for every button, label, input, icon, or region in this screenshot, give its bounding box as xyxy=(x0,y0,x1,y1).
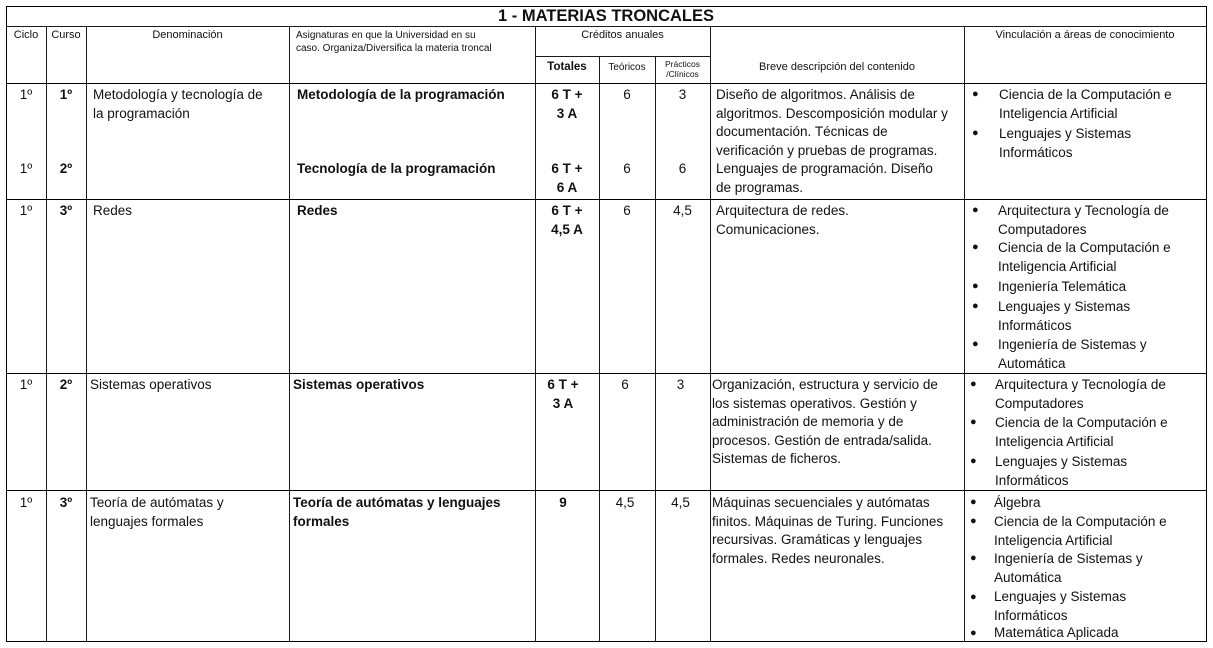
row-5-area-2-line-2: Inteligencia Artificial xyxy=(994,532,1113,548)
header-descripcion: Breve descripción del contenido xyxy=(759,61,915,73)
header-teoricos: Teóricos xyxy=(608,62,646,73)
row-4-area-3 xyxy=(995,453,1127,490)
header-curso: Curso xyxy=(51,29,81,41)
row-2-totales-line-1: 6 T + xyxy=(551,161,583,176)
row-2-practicos: 6 xyxy=(678,161,687,176)
row-1-area-1-line-2: Inteligencia Artificial xyxy=(999,105,1118,121)
rule-header-bottom xyxy=(6,83,1207,84)
bullet-icon: ● xyxy=(970,552,977,564)
row-4-totales-line-2: 3 A xyxy=(552,395,574,411)
bullet-icon: ● xyxy=(970,455,977,467)
row-1-descripcion-line-3: documentación. Técnicas de xyxy=(716,124,888,139)
row-4-area-2 xyxy=(995,414,1168,451)
row-5-asignatura xyxy=(293,494,501,531)
row-3-area-1-line-1: Arquitectura y Tecnología de xyxy=(998,203,1169,218)
rule-row-so xyxy=(6,373,1207,374)
row-2-curso: 2º xyxy=(59,161,73,176)
row-1-area-2 xyxy=(999,125,1131,162)
row-4-teoricos: 6 xyxy=(621,377,629,392)
col-rule-9 xyxy=(1206,6,1207,642)
row-5-descripcion-line-3: recursivas. Gramáticas y lenguajes xyxy=(712,532,923,547)
header-asignaturas xyxy=(296,29,529,55)
row-4-descripcion-line-1: Organización, estructura y servicio de xyxy=(712,377,938,392)
bullet-icon: ● xyxy=(972,127,979,139)
row-4-practicos: 3 xyxy=(676,377,685,392)
row-3-practicos: 4,5 xyxy=(673,203,692,218)
row-5-practicos: 4,5 xyxy=(671,495,690,510)
row-4-descripcion-line-4: procesos. Gestión de entrada/salida. xyxy=(712,432,932,448)
row-1-area-1-line-1: Ciencia de la Computación e xyxy=(999,87,1172,102)
row-5-curso: 3º xyxy=(59,495,73,510)
row-3-area-1-line-2: Computadores xyxy=(998,221,1087,237)
row-5-area-2-line-1: Ciencia de la Computación e xyxy=(994,514,1167,529)
row-1-descripcion xyxy=(716,86,948,160)
header-vinculacion: Vinculación a áreas de conocimiento xyxy=(995,29,1175,41)
col-rule-3 xyxy=(289,26,290,642)
row-4-area-3-line-1: Lenguajes y Sistemas xyxy=(995,454,1128,469)
row-4-ciclo: 1º xyxy=(19,377,33,392)
header-asignaturas-line-2: caso. Organiza/Diversifica la materia troncal xyxy=(296,43,492,54)
row-4-totales-line-1: 6 T + xyxy=(547,377,579,392)
row-3-descripcion-line-2: Comunicaciones. xyxy=(716,221,820,237)
bullet-icon: ● xyxy=(972,88,979,100)
row-4-area-1-line-1: Arquitectura y Tecnología de xyxy=(995,377,1166,392)
bullet-icon: ● xyxy=(970,416,977,428)
row-2-teoricos: 6 xyxy=(623,161,631,176)
row-5-descripcion xyxy=(712,494,943,568)
bullet-icon: ● xyxy=(972,280,979,292)
row-4-descripcion-line-5: Sistemas de ficheros. xyxy=(712,451,842,466)
row-3-area-2 xyxy=(998,239,1171,276)
row-1-totales xyxy=(535,86,599,123)
row-4-area-2-line-1: Ciencia de la Computación e xyxy=(995,415,1168,430)
row-5-asignatura-line-2: formales xyxy=(293,513,350,529)
row-2-totales-line-2: 6 A xyxy=(556,179,578,195)
row-4-denominacion: Sistemas operativos xyxy=(90,377,212,392)
row-5-area-2 xyxy=(994,513,1167,550)
row-3-area-5 xyxy=(998,336,1147,373)
rule-title-bottom xyxy=(6,26,1207,27)
bullet-icon: ● xyxy=(970,591,977,603)
bullet-icon: ● xyxy=(972,241,979,253)
row-4-descripcion xyxy=(712,376,938,469)
row-4-area-3-line-2: Informáticos xyxy=(995,472,1069,488)
row-1-descripcion-line-2: algoritmos. Descomposición modular y xyxy=(716,105,948,121)
bullet-icon: ● xyxy=(970,515,977,527)
header-asignaturas-line-1 xyxy=(296,29,529,42)
row-4-curso: 2º xyxy=(59,377,73,392)
row-3-curso: 3º xyxy=(59,203,73,218)
row-5-area-5: Matemática Aplicada xyxy=(994,625,1119,640)
rule-row-automatas xyxy=(6,490,1207,491)
row-3-descripcion-line-1: Arquitectura de redes. xyxy=(716,203,849,218)
header-ciclo: Ciclo xyxy=(13,29,39,41)
col-rule-1 xyxy=(46,26,47,642)
row-5-area-4-line-2: Informáticos xyxy=(994,607,1068,623)
row-1-totales-line-1: 6 T + xyxy=(551,87,583,102)
row-5-descripcion-line-4: formales. Redes neuronales. xyxy=(712,550,885,566)
row-2-descripcion xyxy=(716,160,933,197)
col-rule-5 xyxy=(599,56,600,642)
row-5-ciclo: 1º xyxy=(19,495,33,510)
row-1-denominacion xyxy=(93,86,263,123)
row-3-area-2-line-1: Ciencia de la Computación e xyxy=(998,240,1171,255)
row-4-area-2-line-2: Inteligencia Artificial xyxy=(995,433,1114,449)
row-5-area-1: Álgebra xyxy=(994,495,1041,510)
row-3-area-5-line-2: Automática xyxy=(998,355,1066,371)
row-1-denominacion-line-1: Metodología y tecnología de xyxy=(93,87,263,102)
row-3-totales-line-1: 6 T + xyxy=(551,203,583,218)
row-1-totales-line-2: 3 A xyxy=(556,105,578,121)
row-1-area-2-line-1: Lenguajes y Sistemas xyxy=(999,126,1132,141)
header-denominacion: Denominación xyxy=(152,29,223,41)
row-3-area-4 xyxy=(998,298,1130,335)
bullet-icon: ● xyxy=(972,300,979,312)
bullet-icon: ● xyxy=(970,627,977,639)
row-3-ciclo: 1º xyxy=(19,203,33,218)
row-1-area-1 xyxy=(999,86,1172,123)
bullet-icon: ● xyxy=(972,338,979,350)
row-1-asignatura: Metodología de la programación xyxy=(297,87,505,102)
col-rule-2 xyxy=(86,26,87,642)
col-rule-7 xyxy=(710,26,711,642)
row-3-descripcion xyxy=(716,202,849,239)
row-3-totales xyxy=(535,202,599,239)
row-4-area-1 xyxy=(995,376,1166,413)
row-4-descripcion-line-3: administración de memoria y de xyxy=(712,414,904,429)
row-5-area-4-line-1: Lenguajes y Sistemas xyxy=(994,589,1127,604)
row-3-area-4-line-1: Lenguajes y Sistemas xyxy=(998,299,1131,314)
row-4-area-1-line-2: Computadores xyxy=(995,395,1084,411)
row-1-area-2-line-2: Informáticos xyxy=(999,144,1073,160)
row-5-area-3 xyxy=(994,550,1143,587)
row-1-curso: 1º xyxy=(59,87,73,102)
row-5-area-3-line-1: Ingeniería de Sistemas y xyxy=(994,551,1143,566)
row-1-descripcion-line-4: verificación y pruebas de programas. xyxy=(716,142,938,158)
header-practicos-line-2: /Clínicos xyxy=(666,69,699,79)
row-2-totales xyxy=(535,160,599,197)
row-3-area-2-line-2: Inteligencia Artificial xyxy=(998,258,1117,274)
row-5-denominacion-line-2: lenguajes formales xyxy=(90,513,204,529)
row-1-denominacion-line-2: la programación xyxy=(93,105,190,121)
rule-row-redes xyxy=(6,199,1207,200)
row-5-denominacion xyxy=(90,494,224,531)
row-5-denominacion-line-1: Teoría de autómatas y xyxy=(90,495,224,510)
col-rule-6 xyxy=(655,56,656,642)
row-5-totales: 9 xyxy=(559,495,567,510)
row-3-area-4-line-2: Informáticos xyxy=(998,317,1072,333)
row-1-practicos: 3 xyxy=(678,87,687,102)
row-3-teoricos: 6 xyxy=(623,203,631,218)
rule-creditos-sub xyxy=(535,56,710,57)
row-5-asignatura-line-1: Teoría de autómatas y lenguajes xyxy=(293,495,501,510)
row-3-denominacion: Redes xyxy=(93,203,133,218)
row-1-ciclo: 1º xyxy=(19,87,33,102)
row-5-area-4 xyxy=(994,588,1126,625)
row-1-descripcion-line-1: Diseño de algoritmos. Análisis de xyxy=(716,87,915,102)
row-4-asignatura: Sistemas operativos xyxy=(293,377,425,392)
row-3-totales-line-2: 4,5 A xyxy=(551,221,583,237)
row-5-descripcion-line-1: Máquinas secuenciales y autómatas xyxy=(712,495,930,510)
row-5-teoricos: 4,5 xyxy=(615,495,635,510)
bullet-icon: ● xyxy=(972,204,979,216)
row-3-area-5-line-1: Ingeniería de Sistemas y xyxy=(998,337,1147,352)
row-3-area-1 xyxy=(998,202,1169,239)
header-creditos: Créditos anuales xyxy=(581,29,664,41)
row-2-descripcion-line-1: Lenguajes de programación. Diseño xyxy=(716,161,933,176)
bullet-icon: ● xyxy=(970,378,977,390)
header-practicos xyxy=(655,59,710,79)
row-2-ciclo: 1º xyxy=(19,161,33,176)
row-1-teoricos: 6 xyxy=(623,87,631,102)
header-totales: Totales xyxy=(547,61,587,73)
row-5-area-3-line-2: Automática xyxy=(994,569,1062,585)
table-title: 1 - MATERIAS TRONCALES xyxy=(497,7,715,25)
header-asignaturas-line-1-text: Asignaturas en que la Universidad en su xyxy=(296,30,476,41)
row-3-asignatura: Redes xyxy=(297,203,338,218)
row-3-area-3: Ingeniería Telemática xyxy=(998,279,1127,294)
row-5-descripcion-line-2: finitos. Máquinas de Turing. Funciones xyxy=(712,513,944,529)
bullet-icon: ● xyxy=(970,496,977,508)
header-practicos-line-1: Prácticos xyxy=(665,59,700,69)
row-2-descripcion-line-2: de programas. xyxy=(716,179,804,195)
row-2-asignatura: Tecnología de la programación xyxy=(297,161,496,176)
row-4-descripcion-line-2: los sistemas operativos. Gestión y xyxy=(712,395,917,411)
row-4-totales xyxy=(531,376,595,413)
col-rule-8 xyxy=(964,26,965,642)
